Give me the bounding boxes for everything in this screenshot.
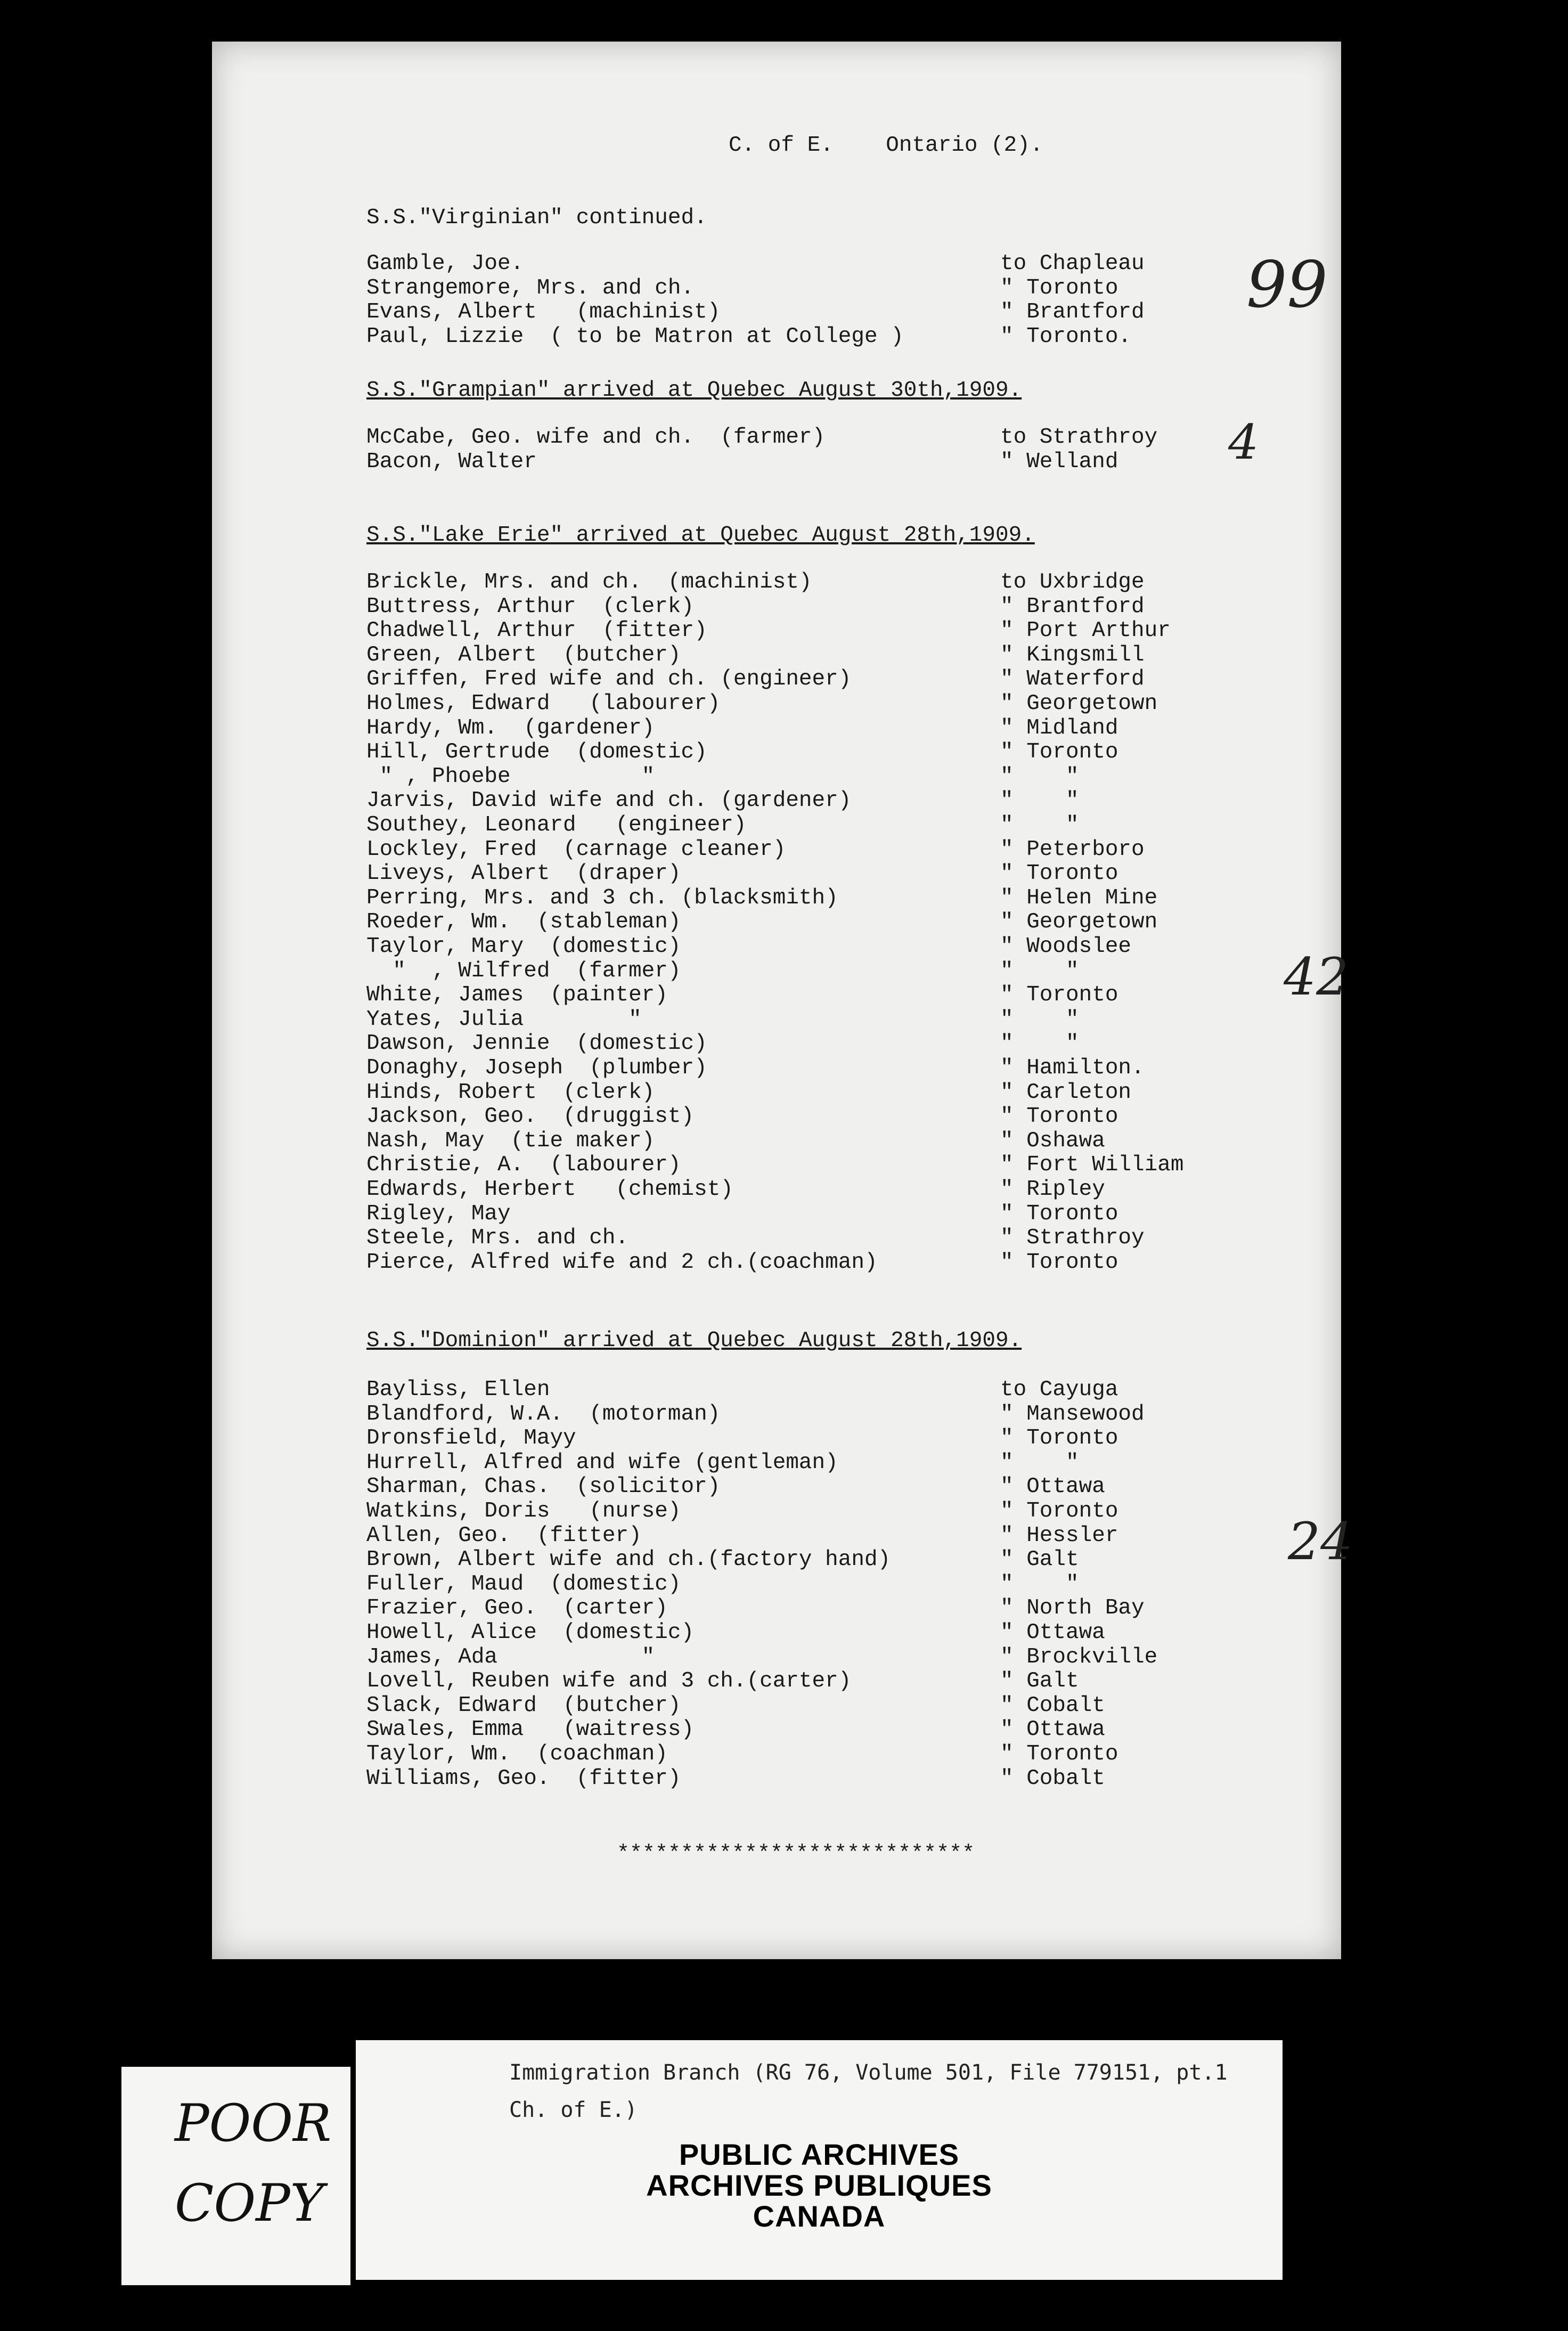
passenger-name: Liveys, Albert (draper) [366,861,681,886]
passenger-name: Chadwell, Arthur (fitter) [366,618,707,643]
list-item [212,1596,1341,1620]
list-item [212,643,1341,667]
passenger-name: McCabe, Geo. wife and ch. (farmer) [366,425,826,450]
list-item [212,1080,1341,1105]
passenger-name: Lockley, Fred (carnage cleaner) [366,837,786,862]
passenger-name: Perring, Mrs. and 3 ch. (blacksmith) [366,885,838,910]
destination: " " [1000,813,1079,837]
list-item [212,1499,1341,1523]
poor-copy-label: POOR COPY [121,2067,350,2285]
destination: " Hamilton. [1000,1056,1145,1080]
archive-institution: ARCHIVES PUBLIQUES [646,2169,992,2202]
list-item [212,861,1341,886]
list-item [212,1717,1341,1742]
destination: " " [1000,1031,1079,1056]
passenger-name: Nash, May (tie maker) [366,1128,655,1153]
list-item [212,1645,1341,1669]
list-item [212,983,1341,1007]
passenger-name: Rigley, May [366,1201,511,1226]
destination: " " [1000,764,1079,789]
list-item [212,764,1341,789]
passenger-name: Donaghy, Joseph (plumber) [366,1056,707,1080]
destination: " Toronto [1000,1499,1118,1523]
destination: " Toronto [1000,1742,1118,1766]
passenger-name: James, Ada " [366,1644,655,1669]
passenger-name: Edwards, Herbert (chemist) [366,1177,733,1202]
passenger-name: Hill, Gertrude (domestic) [366,740,707,765]
destination: " " [1000,1450,1079,1475]
passenger-name: Bacon, Walter [366,449,537,474]
list-item [212,691,1341,716]
list-item [212,1153,1341,1177]
destination: " Waterford [1000,667,1145,692]
archive-reference: Ch. of E.) [509,2098,638,2122]
passenger-name: Green, Albert (butcher) [366,642,681,667]
page-header: C. of E. Ontario (2). [729,133,1043,158]
list-item [212,1177,1341,1202]
destination: " Peterboro [1000,837,1145,862]
section-heading: S.S."Dominion" arrived at Quebec August 28th,1909. [366,1328,1022,1353]
destination: " Strathroy [1000,1226,1145,1251]
passenger-name: Fuller, Maud (domestic) [366,1571,681,1596]
destination: " Brockville [1000,1644,1158,1669]
list-item [212,959,1341,983]
list-item [212,1669,1341,1693]
list-item [212,667,1341,691]
passenger-name: Jackson, Geo. (druggist) [366,1104,695,1129]
list-item [212,813,1341,837]
destination: " Ottawa [1000,1474,1105,1499]
destination: to Strathroy [1000,425,1158,450]
destination: " Toronto [1000,275,1118,300]
list-item [212,425,1341,450]
destination: " Ripley [1000,1177,1105,1202]
passenger-name: Strangemore, Mrs. and ch. [366,275,695,300]
list-item [212,716,1341,740]
passenger-name: Hinds, Robert (clerk) [366,1080,655,1105]
margin-note: 42 [1284,947,1349,1007]
list-item [212,1007,1341,1032]
list-item [212,276,1341,300]
separator-line: **************************** [617,1842,975,1866]
list-item [212,300,1341,324]
document-page [212,42,1353,1959]
passenger-name: Dronsfield, Mayy [366,1426,576,1451]
passenger-name: Frazier, Geo. (carter) [366,1596,668,1621]
destination: " Fort William [1000,1153,1184,1178]
destination: " Galt [1000,1669,1079,1694]
archive-reference: Immigration Branch (RG 76, Volume 501, File 779151, pt.1 [509,2060,1228,2085]
passenger-name: Pierce, Alfred wife and 2 ch.(coachman) [366,1250,878,1275]
destination: " Oshawa [1000,1128,1105,1153]
list-item [212,1129,1341,1153]
destination: " Midland [1000,715,1118,740]
list-item [212,1226,1341,1250]
passenger-name: Jarvis, David wife and ch. (gardener) [366,788,852,813]
passenger-name: Taylor, Wm. (coachman) [366,1742,668,1766]
list-item [212,251,1341,276]
section-heading: S.S."Grampian" arrived at Quebec August 30th,1909. [366,378,1022,403]
list-item [212,1523,1341,1548]
archive-institution: PUBLIC ARCHIVES [679,2138,960,2171]
list-item [212,1031,1341,1056]
destination: to Cayuga [1000,1378,1118,1402]
passenger-name: Paul, Lizzie ( to be Matron at College ) [366,324,904,349]
passenger-name: Evans, Albert (machinist) [366,300,721,325]
passenger-name: Sharman, Chas. (solicitor) [366,1474,721,1499]
archive-institution: CANADA [753,2199,886,2233]
list-item [212,1766,1341,1791]
passenger-name: Lovell, Reuben wife and 3 ch.(carter) [366,1669,852,1694]
passenger-name: Griffen, Fred wife and ch. (engineer) [366,667,852,692]
destination: " Toronto. [1000,324,1132,349]
list-item [212,1426,1341,1450]
passenger-name: Christie, A. (labourer) [366,1153,681,1178]
list-item [212,1620,1341,1645]
passenger-name: Brown, Albert wife and ch.(factory hand) [366,1547,891,1572]
destination: " Cobalt [1000,1693,1105,1718]
destination: " Brantford [1000,300,1145,325]
destination: " " [1000,958,1079,983]
list-item [212,910,1341,934]
passenger-name: Watkins, Doris (nurse) [366,1499,681,1523]
list-item [212,934,1341,959]
list-item [212,788,1341,813]
destination: " Port Arthur [1000,618,1171,643]
passenger-name: Hardy, Wm. (gardener) [366,715,655,740]
destination: " Mansewood [1000,1401,1145,1427]
destination: " Toronto [1000,1426,1118,1451]
destination: " Kingsmill [1000,642,1145,667]
list-item [212,1250,1341,1275]
list-item [212,450,1341,474]
passenger-name: Dawson, Jennie (domestic) [366,1031,707,1056]
list-item [212,1742,1341,1766]
passenger-name: Holmes, Edward (labourer) [366,691,721,716]
list-item [212,570,1341,594]
destination: " Hessler [1000,1523,1118,1548]
passenger-name: Swales, Emma (waitress) [366,1717,695,1742]
passenger-name: Hurrell, Alfred and wife (gentleman) [366,1450,838,1475]
list-item [212,1450,1341,1475]
list-item [212,1474,1341,1499]
passenger-name: Slack, Edward (butcher) [366,1693,681,1718]
destination: " Georgetown [1000,910,1158,935]
list-item [212,837,1341,862]
list-item [212,324,1341,349]
passenger-name: " , Phoebe " [366,764,655,789]
destination: " Toronto [1000,1201,1118,1226]
passenger-name: Taylor, Mary (domestic) [366,934,681,959]
list-item [212,740,1341,764]
passenger-name: Allen, Geo. (fitter) [366,1523,642,1548]
destination: " " [1000,1007,1079,1032]
list-item [212,1378,1341,1402]
section-heading: S.S."Virginian" continued. [366,206,707,230]
passenger-name: " , Wilfred (farmer) [366,958,681,983]
destination: " Ottawa [1000,1717,1105,1742]
list-item [212,1056,1341,1080]
destination: " Galt [1000,1547,1079,1572]
destination: " " [1000,1571,1079,1596]
list-item [212,1402,1341,1427]
destination: " Toronto [1000,861,1118,886]
destination: " Woodslee [1000,934,1132,959]
destination: " Toronto [1000,740,1118,765]
destination: " Brantford [1000,594,1145,619]
destination: " Helen Mine [1000,885,1158,910]
margin-note: 24 [1288,1512,1353,1571]
passenger-name: Yates, Julia " [366,1007,642,1032]
passenger-name: Bayliss, Ellen [366,1378,550,1402]
passenger-name: Buttress, Arthur (clerk) [366,594,695,619]
passenger-name: Brickle, Mrs. and ch. (machinist) [366,570,812,594]
destination: " " [1000,788,1079,813]
passenger-name: Gamble, Joe. [366,251,524,276]
destination: " North Bay [1000,1596,1145,1621]
list-item [212,886,1341,910]
destination: to Uxbridge [1000,570,1145,594]
destination: to Chapleau [1000,251,1145,276]
passenger-name: Blandford, W.A. (motorman) [366,1401,721,1427]
list-item [212,618,1341,643]
archive-card [356,2040,1283,2280]
passenger-name: Southey, Leonard (engineer) [366,813,747,837]
list-item [212,1202,1341,1226]
list-item [212,1104,1341,1129]
destination: " Toronto [1000,1104,1118,1129]
destination: " Toronto [1000,983,1118,1008]
passenger-name: White, James (painter) [366,983,668,1008]
passenger-name: Howell, Alice (domestic) [366,1620,695,1645]
destination: " Ottawa [1000,1620,1105,1645]
list-item [212,1572,1341,1596]
destination: " Georgetown [1000,691,1158,716]
passenger-name: Steele, Mrs. and ch. [366,1226,629,1251]
list-item [212,1547,1341,1572]
destination: " Cobalt [1000,1766,1105,1791]
section-heading: S.S."Lake Erie" arrived at Quebec August 28th,1909. [366,523,1035,548]
margin-note: 99 [1246,248,1328,322]
margin-note: 4 [1228,414,1259,470]
passenger-name: Williams, Geo. (fitter) [366,1766,681,1791]
list-item [212,1693,1341,1718]
passenger-name: Roeder, Wm. (stableman) [366,910,681,935]
destination: " Toronto [1000,1250,1118,1275]
destination: " Carleton [1000,1080,1132,1105]
list-item [212,594,1341,619]
destination: " Welland [1000,449,1118,474]
